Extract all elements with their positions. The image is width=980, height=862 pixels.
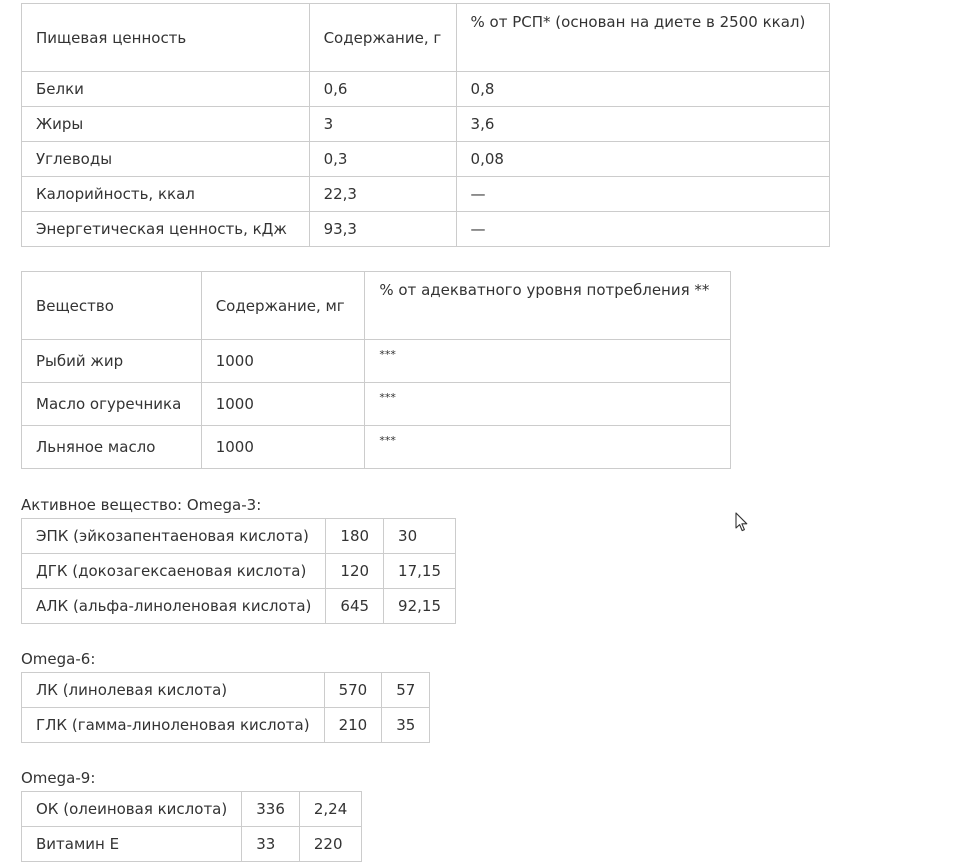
page-content — [21, 3, 830, 862]
table-row — [22, 792, 362, 827]
table-row — [22, 519, 456, 554]
omega9-label: Omega-9: — [21, 769, 96, 787]
table-cell: Масло огуречника — [22, 383, 202, 426]
table-cell: Рыбий жир — [22, 340, 202, 383]
table-cell: 570 — [324, 673, 382, 708]
table-cell: 30 — [384, 519, 456, 554]
table-cell: Углеводы — [22, 142, 310, 177]
table-cell: Белки — [22, 72, 310, 107]
table-cell: 336 — [242, 792, 300, 827]
table-cell: Жиры — [22, 107, 310, 142]
table-cell: 180 — [326, 519, 384, 554]
table-cell: 0,08 — [456, 142, 829, 177]
table-row — [22, 827, 362, 862]
table-cell: ОК (олеиновая кислота) — [22, 792, 242, 827]
table-cell: 22,3 — [309, 177, 456, 212]
table-cell: — — [456, 212, 829, 247]
mouse-cursor-icon — [735, 512, 749, 532]
table-cell: 93,3 — [309, 212, 456, 247]
table-cell: *** — [365, 426, 731, 469]
table-cell: 33 — [242, 827, 300, 862]
table-row — [22, 589, 456, 624]
table-cell: ДГК (докозагексаеновая кислота) — [22, 554, 326, 589]
table-row — [22, 72, 830, 107]
header-cell: Содержание, мг — [201, 272, 365, 340]
table-cell: 210 — [324, 708, 382, 743]
header-cell: % от адекватного уровня потребления ** — [365, 272, 731, 340]
table-cell: 645 — [326, 589, 384, 624]
table-row — [22, 177, 830, 212]
table-cell: 57 — [382, 673, 430, 708]
omega9-table — [21, 791, 362, 862]
table-cell: 0,8 — [456, 72, 829, 107]
header-cell: Содержание, г — [309, 4, 456, 72]
table-cell: *** — [365, 340, 731, 383]
table-row — [22, 340, 731, 383]
table-cell: 92,15 — [384, 589, 456, 624]
omega6-table — [21, 672, 430, 743]
table-cell: 0,3 — [309, 142, 456, 177]
substance-table — [21, 271, 731, 469]
table-row — [22, 383, 731, 426]
table-cell: Льняное масло — [22, 426, 202, 469]
table-cell: 3,6 — [456, 107, 829, 142]
table-cell: 2,24 — [299, 792, 361, 827]
table-cell: 1000 — [201, 426, 365, 469]
omega3-label: Активное вещество: Omega-3: — [21, 496, 262, 514]
table-row — [22, 426, 731, 469]
table-cell: Энергетическая ценность, кДж — [22, 212, 310, 247]
omega3-table — [21, 518, 456, 624]
table-cell: ГЛК (гамма-линоленовая кислота) — [22, 708, 325, 743]
table-row — [22, 673, 430, 708]
table-cell: 1000 — [201, 383, 365, 426]
table-cell: 1000 — [201, 340, 365, 383]
table-cell: АЛК (альфа-линоленовая кислота) — [22, 589, 326, 624]
table-row — [22, 708, 430, 743]
header-cell: % от РСП* (основан на диете в 2500 ккал) — [456, 4, 829, 72]
table-cell: 0,6 — [309, 72, 456, 107]
table-header-row — [22, 272, 731, 340]
table-cell: Витамин Е — [22, 827, 242, 862]
table-cell: 35 — [382, 708, 430, 743]
table-row — [22, 107, 830, 142]
table-row — [22, 142, 830, 177]
table-cell: Калорийность, ккал — [22, 177, 310, 212]
table-cell: 120 — [326, 554, 384, 589]
table-cell: 3 — [309, 107, 456, 142]
table-cell: ЛК (линолевая кислота) — [22, 673, 325, 708]
nutrition-table — [21, 3, 830, 247]
table-cell: — — [456, 177, 829, 212]
table-row — [22, 212, 830, 247]
table-cell: 220 — [299, 827, 361, 862]
header-cell: Вещество — [22, 272, 202, 340]
omega6-label: Omega-6: — [21, 650, 96, 668]
table-cell: 17,15 — [384, 554, 456, 589]
header-cell: Пищевая ценность — [22, 4, 310, 72]
table-row — [22, 554, 456, 589]
table-cell: ЭПК (эйкозапентаеновая кислота) — [22, 519, 326, 554]
table-cell: *** — [365, 383, 731, 426]
table-header-row — [22, 4, 830, 72]
